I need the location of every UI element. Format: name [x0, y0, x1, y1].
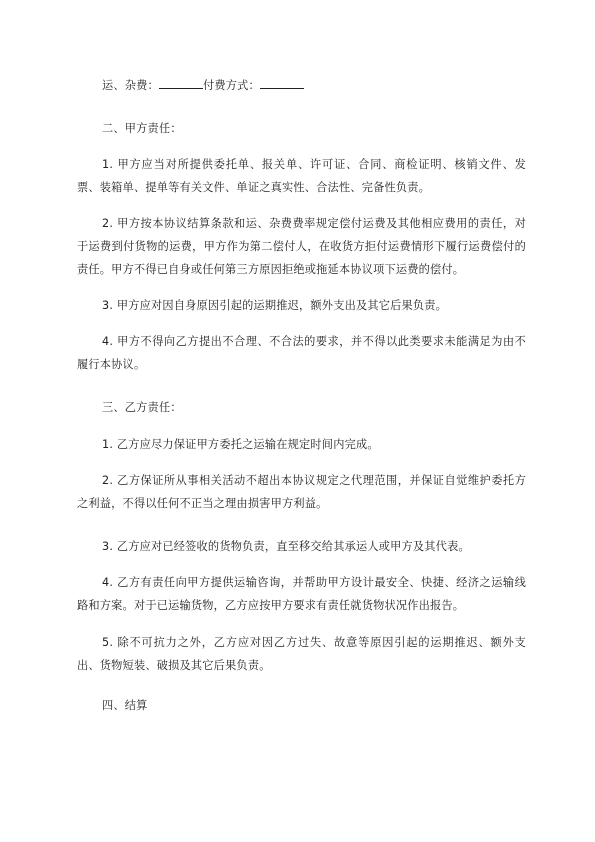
party-b-clause-1: 1. 乙方应尽力保证甲方委托之运输在规定时间内完成。 [102, 438, 379, 451]
party-b-clause-5: 5. 除不可抗力之外，乙方应对因乙方过失、故意等原因引起的运期推迟、额外支出、货物短装、破损及其它后果负责。 [77, 636, 526, 672]
payment-method-label: 付费方式： [202, 79, 260, 92]
party-a-clause-3: 3. 甲方应对因自身原因引起的运期推迟，额外支出及其它后果负责。 [102, 299, 448, 312]
section-heading-party-a: 二、甲方责任： [102, 122, 182, 135]
section-heading-party-b: 三、乙方责任： [102, 401, 182, 414]
party-a-clause-2: 2. 甲方按本协议结算条款和运、杂费费率规定偿付运费及其他相应费用的责任，对于运费到付货物的运费，甲方作为第二偿付人，在收货方拒付运费情形下履行运费偿付的责任。甲方不得已自身或任何第三方原因拒绝或拖延本协议项下运费的偿付。 [77, 217, 526, 276]
misc-fee-label: 运、杂费： [102, 79, 159, 92]
party-b-clause-3: 3. 乙方应对已经签收的货物负责，直至移交给其承运人或甲方及其代表。 [102, 540, 470, 553]
payment-method-blank [260, 76, 304, 89]
party-b-clause-4: 4. 乙方有责任向甲方提供运输咨询，并帮助甲方设计最安全、快捷、经济之运输线路和方案。对于已运输货物，乙方应按甲方要求有责任就货物状况作出报告。 [77, 576, 526, 612]
party-a-clause-4: 4. 甲方不得向乙方提出不合理、不合法的要求，并不得以此类要求未能满足为由不履行本协议。 [77, 335, 526, 371]
misc-fee-blank [159, 76, 203, 89]
section-heading-settlement: 四、结算 [102, 699, 148, 712]
fee-line [102, 74, 304, 97]
party-a-clause-1: 1. 甲方应当对所提供委托单、报关单、许可证、合同、商检证明、核销文件、发票、装箱单、提单等有关文件、单证之真实性、合法性、完备性负责。 [77, 158, 526, 194]
party-b-clause-2: 2. 乙方保证所从事相关活动不超出本协议规定之代理范围，并保证自觉维护委托方之利益，不得以任何不正当之理由损害甲方利益。 [77, 474, 526, 510]
